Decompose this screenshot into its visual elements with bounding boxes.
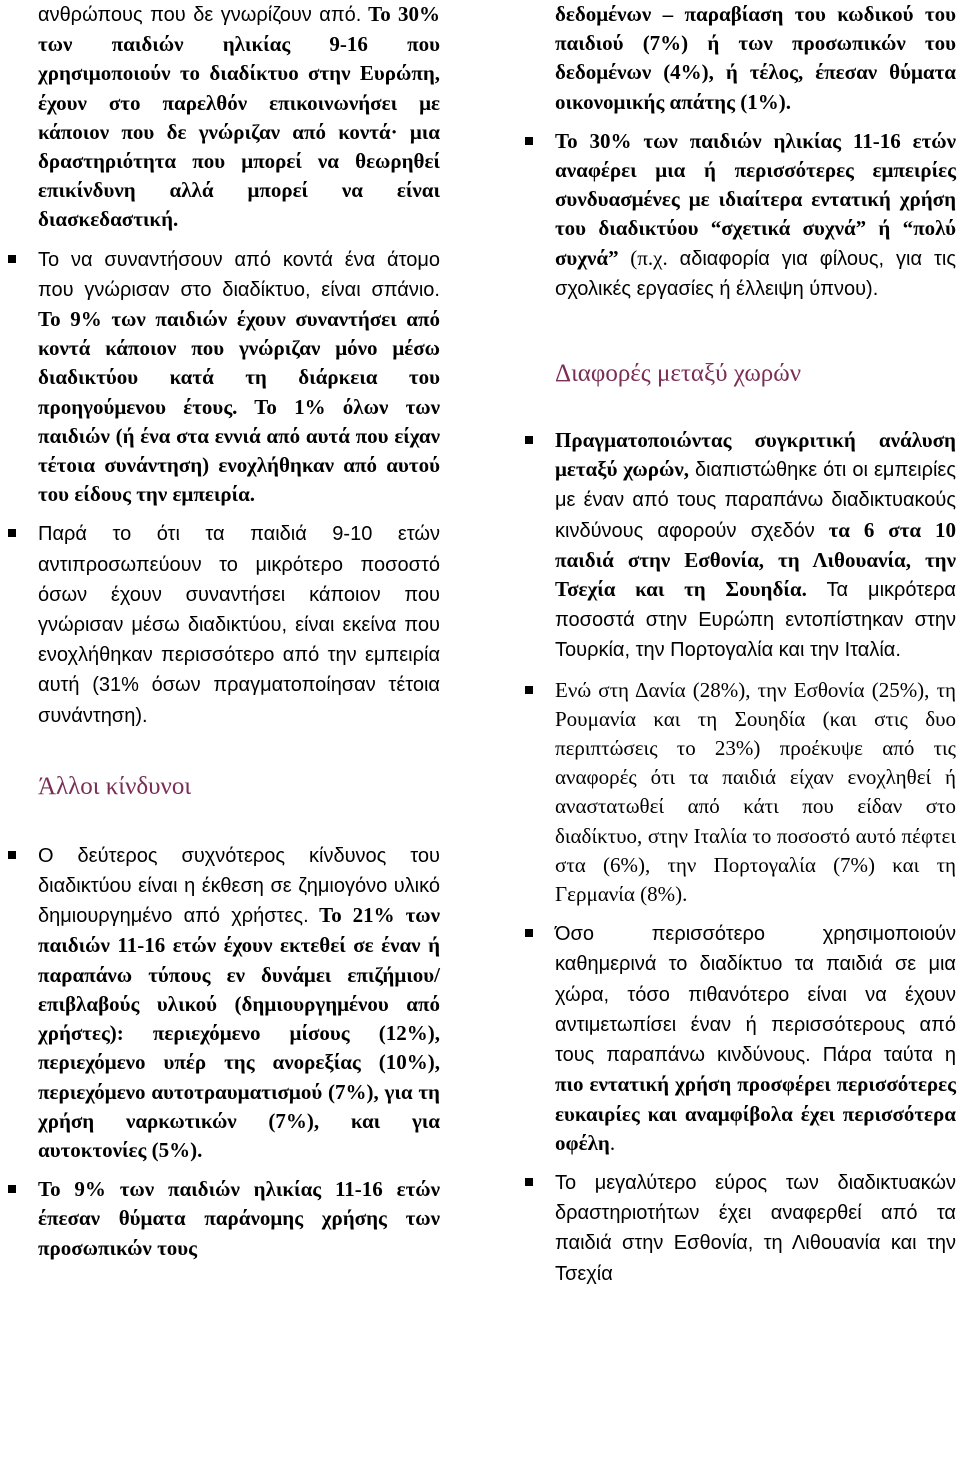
square-bullet-icon bbox=[525, 1178, 533, 1186]
bold-run: Το 30% των παιδιών ηλικίας 11-16 ετών αναφέρει μια ή περισσότερες εμπειρίες συνδυασμένες με ιδιαίτερα εντατική χρήση του διαδικτύου “σχετικά συχνά” ή “πολύ συχνά” bbox=[555, 128, 956, 270]
text-run: Το να συναντήσουν από κοντά ένα άτομο που γνώρισαν στο διαδίκτυο, είναι σπάνιο. bbox=[38, 248, 440, 301]
text-run: αδιαφορία για φίλους, για τις σχολικές εργασίες ή έλλειψη ύπνου). bbox=[555, 247, 956, 300]
text-run: Όσο περισσότερο χρησιμοποιούν καθημερινά το διαδίκτυο τα παιδιά σε μια χώρα, τόσο πιθανότερο είναι να έχουν αντιμετωπίσει έναν ή περισσότερους από τους παραπάνω κινδύνους. bbox=[555, 923, 956, 1067]
bullet-item bbox=[38, 841, 440, 1165]
text-run: Ενώ στη Δανία (28%), την Εσθονία (25%), τη Ρουμανία και τη Σουηδία (και στις δυο περιπτώσεις το 23%) προέκυψε από τις αναφορές ότι τα παιδιά είχαν ενοχληθεί ή αναστατωθεί από κάτι που είδαν στο διαδίκτυο, στην Ιταλία το ποσοστό αυτό πέφτει στα (6%), την Πορτογαλία (7%) και τη Γερμανία (8%). bbox=[555, 677, 956, 907]
text-run: Ο δεύτερος συχνότερος κίνδυνος του διαδικτύου είναι η έκθεση σε ζημιογόνο υλικό δημιουργημένο από χρήστες. bbox=[38, 844, 440, 928]
square-bullet-icon bbox=[8, 255, 16, 263]
bullet-text bbox=[38, 841, 440, 1165]
square-bullet-icon bbox=[525, 929, 533, 937]
bullet-text bbox=[38, 519, 440, 730]
bullet-item bbox=[38, 1175, 440, 1263]
square-bullet-icon bbox=[525, 686, 533, 694]
text-run: διαπιστώθηκε ότι οι εμπειρίες με έναν από τους παραπάνω διαδικτυακούς κινδύνους αφορούν σχεδόν bbox=[555, 459, 956, 542]
bullet-text bbox=[555, 426, 956, 666]
bold-run: Πραγματοποιώντας συγκριτική ανάλυση μεταξύ χωρών, bbox=[555, 428, 956, 482]
text-run: (π.χ. bbox=[618, 245, 668, 270]
text-run: Τα μικρότερα ποσοστά στην Ευρώπη εντοπίστηκαν στην Τουρκία, την Πορτογαλία και την Ιταλία. bbox=[555, 579, 956, 662]
text-run: ανθρώπους που δε γνωρίζουν από. bbox=[38, 4, 362, 26]
bold-run: Το 9% των παιδιών ηλικίας 11-16 ετών έπεσαν θύματα παράνομης χρήσης των προσωπικών τους bbox=[38, 1177, 440, 1260]
bold-run: Το 9% των παιδιών έχουν συναντήσει από κοντά κάποιον που γνώριζαν μόνο μέσω διαδικτύου κατά τη διάρκεια του προηγούμενου έτους. Το 1% όλων των παιδιών (ή ένα στα εννιά από αυτά που είχαν τέτοια συνάντηση) ενοχλήθηκαν από αυτού του είδους την εμπειρία. bbox=[38, 307, 440, 507]
bullet-item bbox=[555, 127, 956, 304]
bold-run: τα 6 στα 10 παιδιά στην Εσθονία, τη Λιθουανία, την Τσεχία και τη Σουηδία. bbox=[555, 517, 956, 602]
section-heading: Άλλοι κίνδυνοι bbox=[38, 772, 192, 800]
bullet-item bbox=[555, 1168, 956, 1289]
bold-run: πιο εντατική χρήση προσφέρει περισσότερες ευκαιρίες και αναμφίβολα έχει περισσότερα οφέλη bbox=[555, 1072, 956, 1155]
square-bullet-icon bbox=[8, 1185, 16, 1193]
text-run: Παρά το ότι τα παιδιά 9-10 ετών αντιπροσωπεύουν το μικρότερο ποσοστό όσων έχουν συναντήσει κάποιον που γνώρισαν μέσω διαδικτύου, είναι εκείνα που ενοχλήθηκαν περισσότερο από την εμπειρία αυτή (31% όσων πραγματοποίησαν τέτοια συνάντηση). bbox=[38, 523, 440, 727]
bullet-text bbox=[555, 919, 956, 1158]
right-column bbox=[555, 0, 956, 1289]
text-run: Το μεγαλύτερο εύρος των διαδικτυακών δραστηριοτήτων έχει αναφερθεί από τα παιδιά στην Εσθονία, τη Λιθουανία και την Τσεχία bbox=[555, 1171, 956, 1285]
bold-run: Το 21% των παιδιών 11-16 ετών έχουν εκτεθεί σε έναν ή παραπάνω τύπους εν δυνάμει επιζήμιου/επιβλαβούς υλικού (δημιουργημένου από χρήστες): περιεχόμενο μίσους (12%), περιεχόμενο υπέρ της ανορεξίας (10%), περιεχόμενο αυτοτραυματισμού (7%), για τη χρήση ναρκωτικών (7%), και για αυτοκτονίες (5%). bbox=[38, 903, 440, 1162]
paragraph-continued bbox=[38, 0, 440, 235]
bullet-item bbox=[38, 519, 440, 730]
bullet-item bbox=[555, 919, 956, 1158]
bold-run: Το 30% των παιδιών ηλικίας 9-16 που χρησιμοποιούν το διαδίκτυο στην Ευρώπη, έχουν στο παρελθόν επικοινωνήσει με κάποιον που δε γνώριζαν από κοντά· μια δραστηριότητα που μπορεί να θεωρηθεί επικίνδυνη αλλά μπορεί να είναι διασκεδαστική. bbox=[38, 2, 440, 232]
bullet-text bbox=[555, 676, 956, 910]
bullet-text bbox=[555, 1168, 956, 1289]
bullet-text bbox=[38, 1175, 440, 1263]
square-bullet-icon bbox=[8, 851, 16, 859]
bullet-item bbox=[555, 426, 956, 666]
bullet-text bbox=[555, 127, 956, 304]
text-run: . bbox=[609, 1130, 616, 1155]
bullet-item bbox=[38, 245, 440, 510]
square-bullet-icon bbox=[8, 529, 16, 537]
section-heading: Διαφορές μεταξύ χωρών bbox=[555, 360, 802, 388]
square-bullet-icon bbox=[525, 137, 533, 145]
text-run: Πάρα ταύτα η bbox=[810, 1044, 956, 1067]
bold-run: δεδομένων – παραβίαση του κωδικού του παιδιού (7%) ή των προσωπικών του δεδομένων (4%), ή τέλος, έπεσαν θύματα οικονομικής απάτης (1%). bbox=[555, 2, 956, 114]
left-column bbox=[38, 0, 440, 1263]
bullet-text bbox=[38, 245, 440, 510]
paragraph-continued bbox=[555, 0, 956, 117]
bullet-item bbox=[555, 676, 956, 910]
square-bullet-icon bbox=[525, 436, 533, 444]
